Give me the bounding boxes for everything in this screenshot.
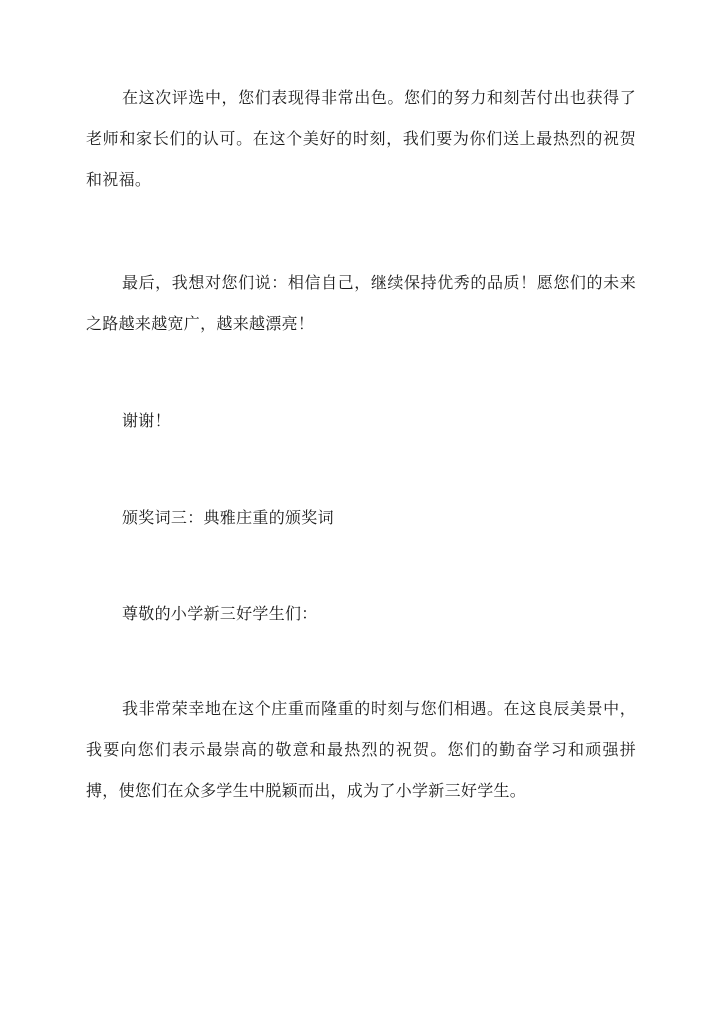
salutation: 尊敬的小学新三好学生们： bbox=[122, 604, 318, 623]
paragraph-closing-wishes: 最后，我想对您们说：相信自己，继续保持优秀的品质！愿您们的未来之路越来越宽广，越来越漂亮！ bbox=[86, 273, 636, 333]
paragraph-congratulations: 在这次评选中，您们表现得非常出色。您们的努力和刻苦付出也获得了老师和家长们的认可。在这个美好的时刻，我们要为你们送上最热烈的祝贺和祝福。 bbox=[86, 88, 636, 189]
paragraph-opening: 我非常荣幸地在这个庄重而隆重的时刻与您们相遇。在这良辰美景中，我要向您们表示最崇高的敬意和最热烈的祝贺。您们的勤奋学习和顽强拼搏，使您们在众多学生中脱颖而出，成为了小学新三好学生。 bbox=[86, 699, 636, 800]
paragraph-thanks: 谢谢！ bbox=[122, 411, 171, 430]
section-heading: 颁奖词三：典雅庄重的颁奖词 bbox=[122, 508, 334, 527]
